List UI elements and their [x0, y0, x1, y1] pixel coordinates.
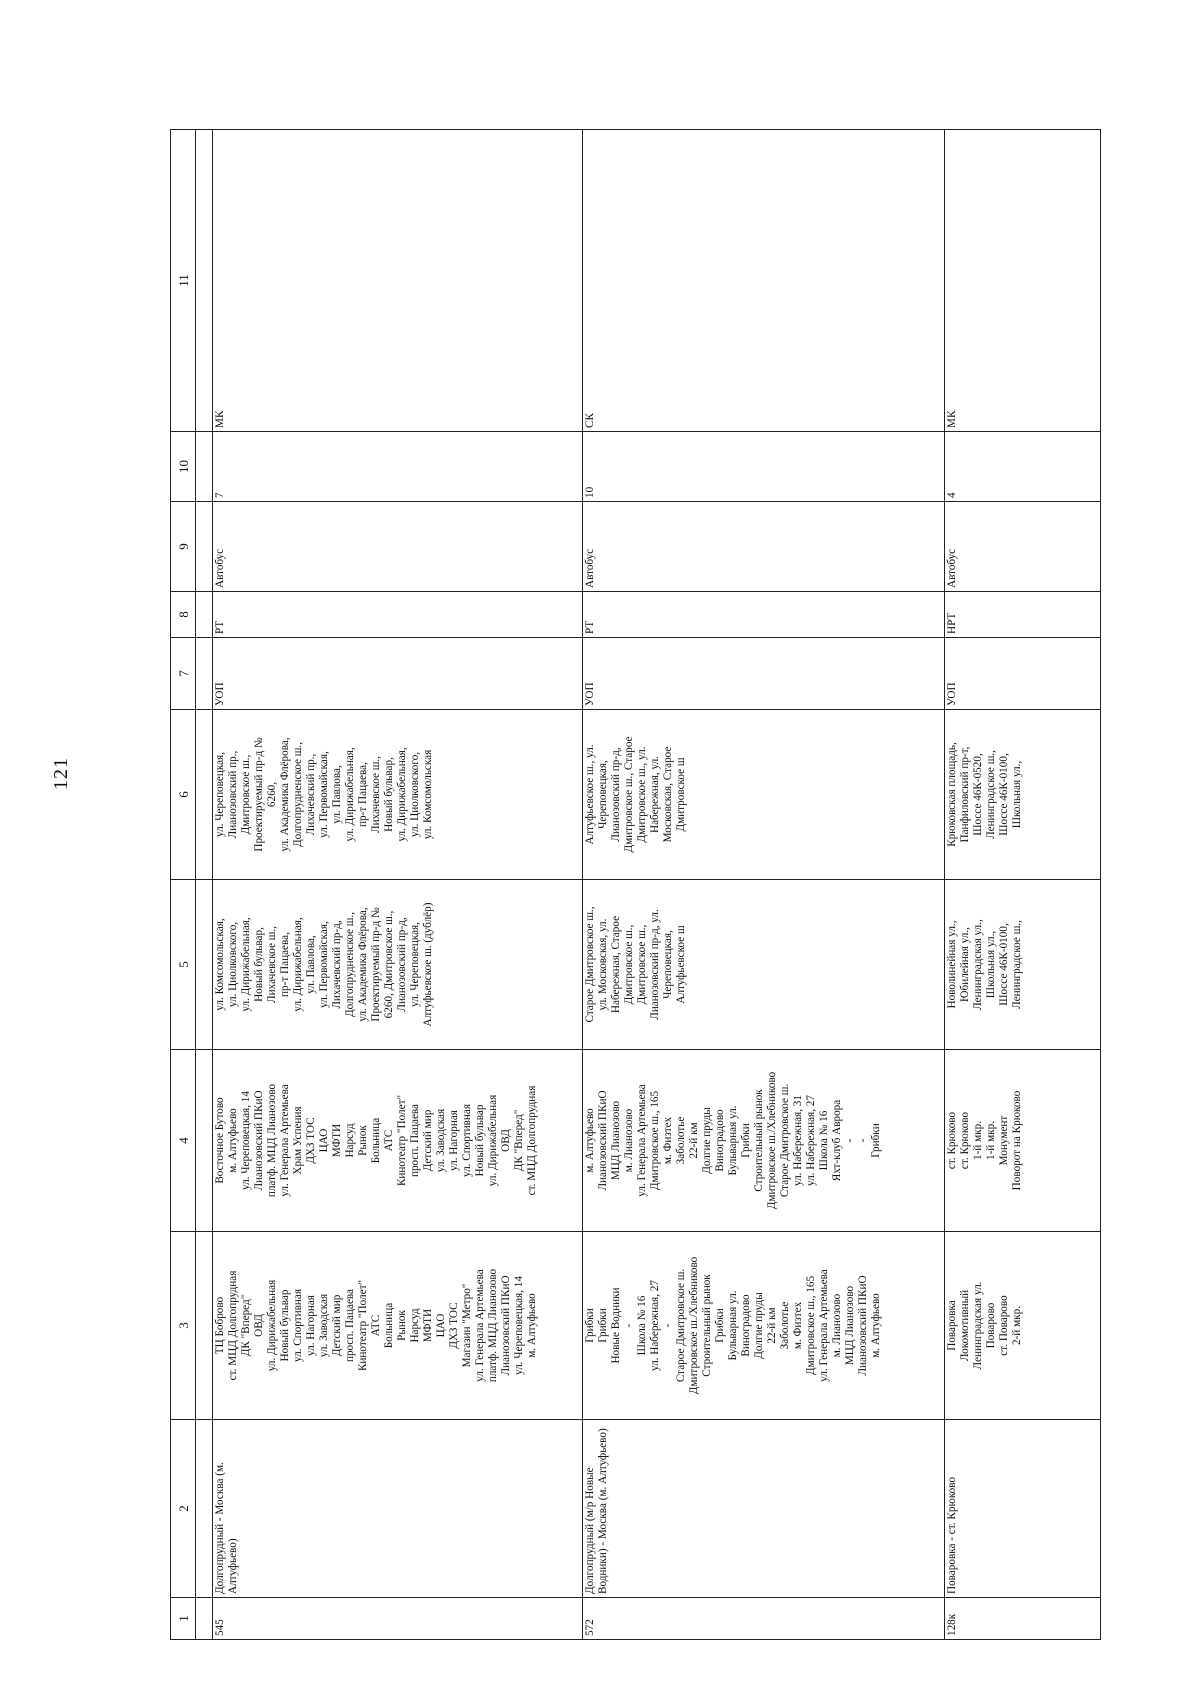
streets-forward-line: Череповецкая,: [662, 930, 674, 999]
streets-backward-line: ул. Дирижабельная,: [344, 747, 356, 842]
route-type: УОП: [945, 638, 1101, 710]
streets-backward-line: Дмитровское ш., ул.: [636, 746, 648, 843]
stops-backward-line: Школа № 16: [818, 1110, 830, 1171]
streets-backward-line: Московская, Старое: [662, 746, 674, 843]
column-header: 2: [171, 1420, 196, 1598]
stops-forward-line: ул. Набережная, 27: [649, 1280, 661, 1372]
vehicle-count: 4: [945, 432, 1101, 502]
stops-backward-line: ул. Дирижабельная: [487, 1094, 499, 1187]
stops-forward-line: ДХЗ ТОС: [448, 1302, 460, 1349]
stops-forward-line: м. Лианозово: [831, 1293, 843, 1358]
streets-backward-line: Проектируемый пр-д №: [253, 737, 265, 852]
stops-backward-line: ОВД: [500, 1129, 512, 1152]
streets-backward: [583, 710, 945, 880]
stops-forward-line: ул. Нагорная: [305, 1295, 317, 1356]
stops-forward-line: Грибки: [714, 1308, 726, 1343]
column-header: 7: [171, 638, 196, 710]
stops-forward-line: Бульварная ул.: [727, 1290, 739, 1361]
stops-forward-line: Виноградово: [740, 1294, 752, 1357]
stops-forward-line: платф. МЦД Лианозово: [487, 1268, 499, 1383]
stops-forward-line: ТЦ Боброво: [214, 1296, 226, 1355]
stops-forward-line: м. Физтех: [792, 1301, 804, 1350]
stops-forward-line: ул. Генерала Артемьева: [474, 1269, 486, 1382]
streets-backward-line: ул. Череповецкая,: [214, 752, 226, 837]
streets-forward-line: Алтуфьевское ш: [675, 925, 687, 1004]
stops-backward-line: Строительный рынок: [753, 1089, 765, 1192]
page-number: 121: [50, 757, 72, 790]
column-header: 6: [171, 710, 196, 880]
stops-backward-line: платф. МЦД Лианозово: [266, 1083, 278, 1198]
stops-backward-line: Заболотье: [675, 1116, 687, 1165]
table-row: [945, 130, 1101, 1640]
stops-forward: [213, 1232, 583, 1420]
column-header: 11: [171, 130, 196, 432]
stops-backward-line: Больница: [370, 1117, 382, 1164]
routes-table: [170, 129, 1101, 1640]
stops-backward-line: Монумент: [998, 1115, 1010, 1166]
vehicle-count: 7: [213, 432, 583, 502]
column-header: 4: [171, 1050, 196, 1232]
stops-backward-line: Старое Дмитровское ш.: [779, 1083, 791, 1198]
streets-backward-line: Дмитровское ш.,: [240, 754, 252, 835]
streets-forward-line: Новый бульвар,: [253, 927, 265, 1002]
streets-forward: [583, 880, 945, 1050]
header-row: [171, 130, 196, 1640]
streets-backward-line: Ленинградское ш.,: [985, 750, 997, 839]
streets-forward-line: Старое Дмитровское ш.,: [584, 906, 596, 1023]
stops-forward-line: 22-й км: [766, 1307, 778, 1344]
stops-backward: [583, 1050, 945, 1232]
vehicle-type: Автобус: [583, 502, 945, 592]
vehicle-class: МК: [945, 130, 1101, 432]
stops-backward-line: ул. Нагорная: [448, 1110, 460, 1171]
stops-backward-line: Поворот на Крюково: [1011, 1090, 1023, 1191]
stops-backward-line: ул. Спортивная: [461, 1103, 473, 1178]
streets-forward-line: Набережная, Старое: [610, 915, 622, 1014]
stops-forward-line: Больница: [383, 1302, 395, 1349]
streets-backward-line: пр-т Пацаева,: [357, 762, 369, 827]
streets-forward-line: Алтуфьевское ш. (дублёр): [422, 902, 434, 1027]
stops-forward-line: Магазин "Метро": [461, 1283, 473, 1368]
stops-forward-line: МЦД Лианозово: [844, 1285, 856, 1366]
streets-backward-line: Набережная, ул.: [649, 755, 661, 834]
stops-forward: [583, 1232, 945, 1420]
vehicle-type: Автобус: [945, 502, 1101, 592]
streets-forward-line: Шоссе 46К-0100,: [998, 923, 1010, 1006]
stops-forward-line: ул. Генерала Артемьева: [818, 1269, 830, 1382]
stops-forward-line: Грибки: [597, 1308, 609, 1343]
stops-backward-line: Кинотеатр "Полет": [396, 1094, 408, 1187]
stops-backward-line: ул. Череповецкая, 14: [240, 1091, 252, 1190]
stops-forward-line: м. Алтуфьево: [526, 1293, 538, 1358]
stops-backward-line: Виноградово: [714, 1109, 726, 1172]
stops-backward-line: Храм Успения: [292, 1106, 304, 1175]
streets-backward-line: Дмитровское ш: [675, 757, 687, 832]
streets-forward-line: ул. Череповецкая,: [409, 922, 421, 1007]
streets-backward-line: 6260,: [266, 781, 278, 808]
stops-backward-line: просп. Пацаева: [409, 1103, 421, 1178]
stops-backward-line: 1-й мкр.: [972, 1121, 984, 1161]
stops-forward-line: Ленинградская ул.: [972, 1281, 984, 1370]
stops-forward-line: Заболотье: [779, 1301, 791, 1350]
stops-backward-line: Дмитровское ш., 165: [649, 1090, 661, 1191]
stops-forward-line: ул. Заводская: [318, 1293, 330, 1358]
route-name: Долгопрудный - Москва (м. Алтуфьево): [213, 1420, 583, 1598]
stops-backward-line: Долгие пруды: [701, 1107, 713, 1174]
stops-backward-line: ул. Заводская: [435, 1108, 447, 1173]
streets-backward-line: ул. Павлова,: [331, 765, 343, 824]
stops-backward-line: м. Лианозово: [623, 1108, 635, 1173]
stops-forward-line: ЦАО: [435, 1313, 447, 1338]
tariff-type: РТ: [213, 592, 583, 638]
stops-forward-line: Локомотивный: [959, 1289, 971, 1362]
streets-forward-line: Долгопрудненское ш.,: [344, 911, 356, 1018]
stops-forward-line: МФТИ: [422, 1308, 434, 1343]
stops-backward-line: м. Алтуфьево: [584, 1108, 596, 1173]
stops-backward-line: 22-й км: [688, 1122, 700, 1159]
stops-forward-line: ул. Череповецкая, 14: [513, 1276, 525, 1375]
streets-forward-line: Лихачевское ш.,: [266, 926, 278, 1003]
stops-forward-line: ДК "Вперед": [240, 1294, 252, 1357]
streets-backward-line: Панфиловский пр-т,: [959, 746, 971, 843]
stops-backward-line: м. Алтуфьево: [227, 1108, 239, 1173]
stops-backward-line: -: [857, 1138, 869, 1143]
route-name: Долгопрудный (м/р Новые Водники) - Москва (м. Алтуфьево): [583, 1420, 945, 1598]
streets-backward-line: Новый бульвар,: [383, 757, 395, 832]
stops-backward-line: АТС: [383, 1129, 395, 1152]
streets-backward-line: Шоссе 46К-0520,: [972, 753, 984, 836]
streets-forward-line: Проектируемый пр-д №: [370, 907, 382, 1022]
streets-forward-line: Дмитровское ш.,: [636, 924, 648, 1005]
streets-forward-line: ул. Комсомольская,: [214, 918, 226, 1011]
table-row: [583, 130, 945, 1640]
column-header: 10: [171, 432, 196, 502]
streets-forward-line: ул. Московская, ул.: [597, 918, 609, 1011]
stops-forward-line: ул. Дирижабельная: [266, 1279, 278, 1372]
spacer-row: [196, 130, 213, 1640]
tariff-type: НРТ: [945, 592, 1101, 638]
tariff-type: РТ: [583, 592, 945, 638]
streets-backward-line: Долгопрудненское ш.,: [292, 741, 304, 848]
streets-forward-line: ул. Академика Флёрова,: [357, 907, 369, 1022]
route-number: 572: [583, 1598, 945, 1640]
stops-forward-line: -: [623, 1323, 635, 1328]
stops-backward-line: ст. МЦД Долгопрудная: [526, 1085, 538, 1196]
stops-backward-line: МЦД Лианозово: [610, 1100, 622, 1181]
streets-backward-line: Лихачевский пр.,: [305, 753, 317, 836]
stops-backward: [945, 1050, 1101, 1232]
streets-backward-line: Школьная ул.,: [1011, 760, 1023, 829]
rotated-table-wrapper: [170, 130, 1100, 1640]
streets-forward-line: Лианозовский пр-д,: [396, 917, 408, 1012]
streets-backward-line: ул. Циолковского,: [409, 751, 421, 838]
stops-backward-line: Лианозовский ПКиО: [253, 1090, 265, 1191]
streets-backward-line: Алтуфьевское ш., ул.: [584, 744, 596, 845]
stops-forward-line: Детский мир: [331, 1294, 343, 1357]
column-header: 5: [171, 880, 196, 1050]
streets-forward: [945, 880, 1101, 1050]
streets-backward: [945, 710, 1101, 880]
column-header: 1: [171, 1598, 196, 1640]
streets-forward-line: пр-т Пацаева,: [279, 932, 291, 997]
stops-forward-line: Дмитровское ш., 165: [805, 1275, 817, 1376]
stops-backward-line: -: [844, 1138, 856, 1143]
streets-forward-line: Юбилейная ул.,: [959, 927, 971, 1002]
stops-forward-line: Поваровка: [946, 1300, 958, 1351]
table-row: [213, 130, 583, 1640]
streets-forward-line: ул. Дирижабельная,: [292, 917, 304, 1012]
column-header: 9: [171, 502, 196, 592]
stops-backward-line: Лианозовский ПКиО: [597, 1090, 609, 1191]
column-header: 3: [171, 1232, 196, 1420]
stops-forward-line: Рынок: [396, 1310, 408, 1341]
stops-forward-line: ул. Спортивная: [292, 1288, 304, 1363]
streets-forward-line: Ленинградская ул.,: [972, 919, 984, 1010]
stops-forward-line: Старое Дмитровское ш.: [675, 1268, 687, 1383]
stops-forward-line: м. Алтуфьево: [870, 1293, 882, 1358]
stops-backward-line: Грибки: [740, 1123, 752, 1158]
streets-backward-line: Шоссе 46К-0100,: [998, 753, 1010, 836]
stops-forward-line: Новый бульвар: [279, 1289, 291, 1362]
stops-forward-line: Лианозовский ПКиО: [500, 1275, 512, 1376]
vehicle-class: МК: [213, 130, 583, 432]
streets-forward-line: ул. Павлова,: [305, 935, 317, 994]
stops-forward-line: Грибки: [584, 1308, 596, 1343]
stops-backward-line: Нарсуд: [344, 1123, 356, 1158]
stops-backward-line: ст. Крюково: [946, 1111, 958, 1170]
stops-forward-line: Нарсуд: [409, 1308, 421, 1343]
stops-forward-line: Кинотеатр "Полет": [357, 1279, 369, 1372]
streets-backward-line: ул. Комсомольская: [422, 749, 434, 840]
stops-backward-line: Дмитровское ш./Хлебниково: [766, 1071, 778, 1210]
stops-backward-line: ДХЗ ТОС: [305, 1117, 317, 1164]
stops-forward-line: ОВД: [253, 1314, 265, 1337]
streets-forward-line: ул. Дирижабельная,: [240, 917, 252, 1012]
stops-backward-line: Восточное Бутово: [214, 1097, 226, 1184]
vehicle-type: Автобус: [213, 502, 583, 592]
stops-backward-line: ул. Генерала Артемьева: [636, 1084, 648, 1197]
route-number: 545: [213, 1598, 583, 1640]
streets-forward-line: Лихачевский пр-д,: [331, 920, 343, 1009]
stops-backward-line: ул. Набережная, 31: [792, 1095, 804, 1187]
stops-forward-line: Лианозовский ПКиО: [857, 1275, 869, 1376]
streets-backward-line: Лихачевское ш.,: [370, 756, 382, 833]
stops-forward: [945, 1232, 1101, 1420]
stops-backward-line: ул. Набережная, 27: [805, 1095, 817, 1187]
streets-forward-line: Дмитровское ш.,: [623, 924, 635, 1005]
stops-forward-line: просп. Пацаева: [344, 1288, 356, 1363]
column-header: 8: [171, 592, 196, 638]
streets-forward-line: ул. Первомайская,: [318, 921, 330, 1008]
stops-backward-line: Грибки: [870, 1123, 882, 1158]
stops-backward-line: м. Физтех: [662, 1116, 674, 1165]
stops-forward-line: Долгие пруды: [753, 1292, 765, 1359]
route-type: УОП: [583, 638, 945, 710]
stops-forward-line: Дмитровское ш./Хлебниково: [688, 1256, 700, 1395]
route-name: Поваровка - ст. Крюково: [945, 1420, 1101, 1598]
streets-forward-line: Ленинградское ш.,: [1011, 920, 1023, 1009]
stops-backward-line: Новый бульвар: [474, 1104, 486, 1177]
stops-backward-line: Яхт-клуб Аврора: [831, 1099, 843, 1182]
stops-backward-line: Бульварная ул.: [727, 1105, 739, 1176]
stops-backward: [213, 1050, 583, 1232]
stops-forward-line: АТС: [370, 1314, 382, 1337]
streets-backward: [213, 710, 583, 880]
stops-backward-line: ул. Генерала Артемьева: [279, 1084, 291, 1197]
stops-backward-line: ЦАО: [318, 1128, 330, 1153]
stops-backward-line: Рынок: [357, 1125, 369, 1156]
stops-forward-line: -: [662, 1323, 674, 1328]
streets-backward-line: ул. Академика Флёрова,: [279, 737, 291, 852]
stops-forward-line: Поварово: [985, 1302, 997, 1349]
stops-forward-line: Школа № 16: [636, 1295, 648, 1356]
streets-forward-line: Новолинейная ул.,: [946, 920, 958, 1009]
streets-backward-line: Череповецкая,: [597, 760, 609, 829]
stops-backward-line: Детский мир: [422, 1109, 434, 1172]
streets-forward-line: 6260, Дмитровское ш.,: [383, 910, 395, 1019]
streets-backward-line: ул. Первомайская,: [318, 751, 330, 838]
streets-forward-line: ул. Циолковского,: [227, 921, 239, 1008]
stops-backward-line: 1-й мкр.: [985, 1121, 997, 1161]
stops-forward-line: ст. МЦД Долгопрудная: [227, 1270, 239, 1381]
stops-forward-line: 2-й мкр.: [1011, 1306, 1023, 1346]
vehicle-count: 10: [583, 432, 945, 502]
vehicle-class: СК: [583, 130, 945, 432]
streets-backward-line: Дмитровское ш., Старое: [623, 736, 635, 853]
stops-forward-line: Новые Водники: [610, 1287, 622, 1364]
route-type: УОП: [213, 638, 583, 710]
stops-backward-line: МФТИ: [331, 1123, 343, 1158]
streets-forward-line: Школьная ул.,: [985, 930, 997, 999]
streets-backward-line: ул. Дирижабельная,: [396, 747, 408, 842]
streets-forward: [213, 880, 583, 1050]
stops-backward-line: ДК "Вперед": [513, 1109, 525, 1172]
stops-forward-line: Строительный рынок: [701, 1274, 713, 1377]
streets-backward-line: Лианозовский пр.,: [227, 750, 239, 839]
stops-backward-line: ст. Крюково: [959, 1111, 971, 1170]
streets-backward-line: Лианозовский пр-д,: [610, 747, 622, 842]
stops-forward-line: ст. Поварово: [998, 1295, 1010, 1356]
streets-forward-line: Лианозовский пр-д, ул.: [649, 909, 661, 1020]
route-number: 128к: [945, 1598, 1101, 1640]
streets-backward-line: Крюковская площадь,: [946, 742, 958, 847]
